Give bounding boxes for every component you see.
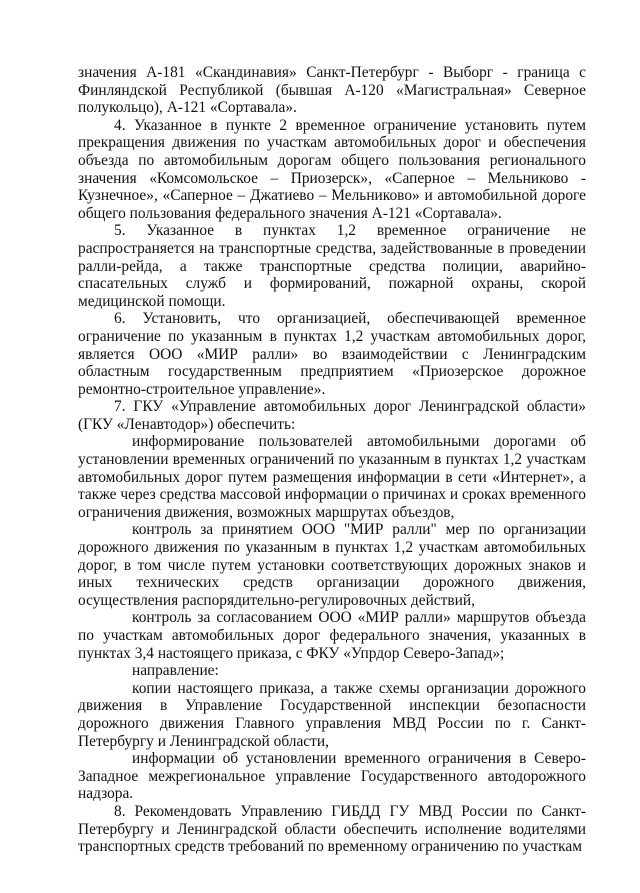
paragraph-item-5: 5. Указанное в пунктах 1,2 временное ограничение не распространяется на транспортные средства, задействованные в проведении ралли-рейда, а также транспортные средства полиции, аварийно-спасательных служб и формирований, пожарной охраны, скорой медицинской помощи. xyxy=(78,222,586,310)
paragraph-item-7: 7. ГКУ «Управление автомобильных дорог Ленинградской области» (ГКУ «Ленавтодор») обеспечить: xyxy=(78,398,586,433)
paragraph-item-7-sending: направление: xyxy=(132,662,219,680)
document-body xyxy=(78,64,586,856)
paragraph-road-values: значения А-181 «Скандинавия» Санкт-Петербург - Выборг - граница с Финляндской Республикой (бывшая А-120 «Магистральная» Северное полукольцо), А-121 «Сортавала». xyxy=(78,64,586,117)
paragraph-item-8: 8. Рекомендовать Управлению ГИБДД ГУ МВД России по Санкт-Петербургу и Ленинградской области обеспечить исполнение водителями транспортных средств требований по временному ограничению по участкам xyxy=(78,802,586,856)
paragraph-item-7-information: информации об установлении временного ограничения в Северо-Западное межрегиональное управление Государственного автодорожного надзора. xyxy=(78,750,586,803)
paragraph-item-7-control-routes: контроль за согласованием ООО «МИР ралли» маршрутов объезда по участкам автомобильных дорог федерального значения, указанных в пунктах 3,4 настоящего приказа, с ФКУ «Упрдор Северо-Запад»; xyxy=(78,609,586,662)
paragraph-item-4: 4. Указанное в пункте 2 временное ограничение установить путем прекращения движения по участкам автомобильных дорог и обеспечения объезда по автомобильным дорогам общего пользования регионального значения «Комсомольское – Приозерск», «Саперное – Мельниково - Кузнечное», «Саперное – Джатиево – Мельниково» и автомобильной дороге общего пользования федерального значения А-121 «Сортавала». xyxy=(78,116,586,222)
paragraph-item-7-copies: копии настоящего приказа, а также схемы организации дорожного движения в Управление Государственной инспекции безопасности дорожного движения Главного управления МВД России по г. Санкт-Петербургу и Ленинградской области, xyxy=(78,679,586,750)
paragraph-item-6: 6. Установить, что организацией, обеспечивающей временное ограничение по указанным в пунктах 1,2 участкам автомобильных дорог, является ООО «МИР ралли» во взаимодействии с Ленинградским областным государственным предприятием «Приозерское дорожное ремонтно-строительное управление». xyxy=(78,310,586,398)
paragraph-item-7-control-measures: контроль за принятием ООО "МИР ралли" мер по организации дорожного движения по указанным в пунктах 1,2 участкам автомобильных дорог, в том числе путем установки соответствующих дорожных знаков и иных технических средств организации дорожного движения, осуществления распорядительно-регулировочных действий, xyxy=(78,521,586,609)
paragraph-item-7-informing: информирование пользователей автомобильными дорогами об установлении временных ограничений по указанным в пунктах 1,2 участкам автомобильных дорог путем размещения информации в сети «Интернет», а также через средства массовой информации о причинах и сроках временного ограничения движения, возможных маршрутах объездов, xyxy=(78,433,586,521)
